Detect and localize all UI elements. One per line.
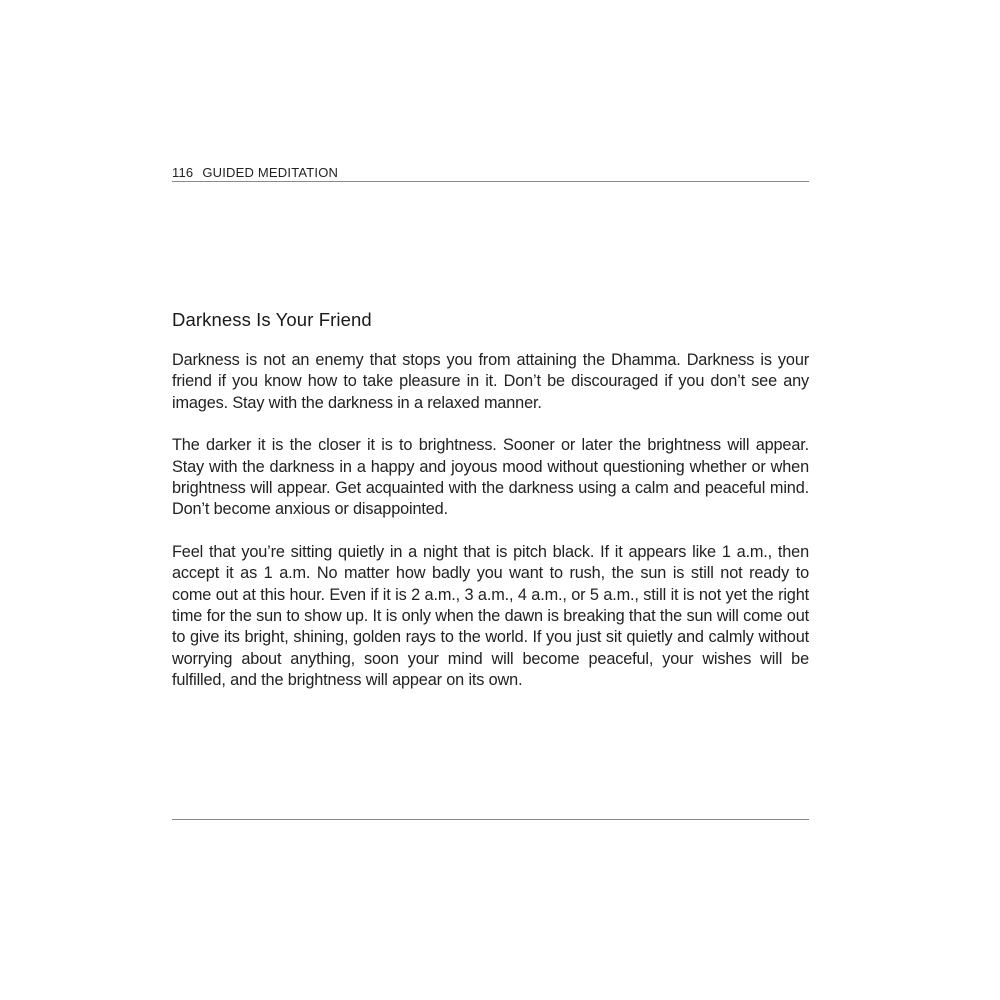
footer-rule (172, 819, 809, 820)
paragraph-2: The darker it is the closer it is to brightness. Sooner or later the brightness will appear. Stay with the darkness in a happy and joyous mood without questioning whether or when brightness will appear. Get acquainted with the darkness using a calm and peaceful mind. Don’t become anxious or disappointed. (172, 436, 809, 519)
body-text (172, 350, 809, 713)
running-header (172, 165, 809, 180)
section-title: Darkness Is Your Friend (172, 309, 372, 330)
page-number: 116 (172, 165, 194, 180)
paragraph-3: Feel that you’re sitting quietly in a night that is pitch black. If it appears like 1 a.m., then accept it as 1 a.m. No matter how badly you want to rush, the sun is still not ready to come out at this hour. Even if it is 2 a.m., 3 a.m., 4 a.m., or 5 a.m., still it is not yet the right time for the sun to show up. It is only when the dawn is breaking that the sun will come out to give its bright, shining, golden rays to the world. If you just sit quietly and calmly without worrying about anything, soon your mind will become peaceful, your wishes will be fulfilled, and the brightness will appear on its own. (172, 543, 809, 689)
header-rule (172, 181, 809, 182)
running-title: GUIDED MEDITATION (202, 165, 339, 180)
paragraph-1: Darkness is not an enemy that stops you from attaining the Dhamma. Darkness is your friend if you know how to take pleasure in it. Don’t be discouraged if you don’t see any images. Stay with the darkness in a relaxed manner. (172, 351, 809, 412)
